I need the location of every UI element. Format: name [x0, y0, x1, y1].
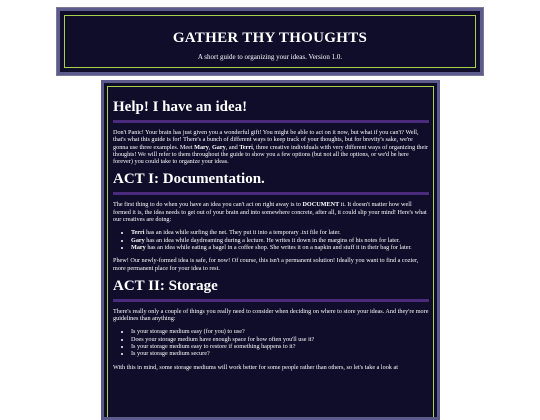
intro-text: Don't Panic! Your brain has just given you a wonderful gift! You might be able to act on it now, but what if you can't? Well, that's what this guide is for! There's a bunch of different ways to keep track of your thoughts, but for brevity's sake, we're gonna use three examples. Meet	[113, 129, 419, 151]
creatives-list	[113, 229, 429, 251]
list-item-name: Mary	[131, 243, 146, 251]
site-header-inner	[64, 15, 476, 68]
main-content-inner	[107, 86, 434, 417]
intro-separator: , and	[225, 143, 240, 151]
act2-closing-paragraph: With this in mind, some storage mediums will work better for some people rather than others, so let's take a look at	[113, 363, 398, 371]
section-divider	[113, 299, 429, 302]
act1-bold-word: DOCUMENT	[302, 201, 340, 209]
section-title-act1: ACT I: Documentation.	[113, 171, 265, 188]
site-title: GATHER THY THOUGHTS	[172, 30, 368, 46]
list-item-text: has an idea while surfing the net. They put it into a temporary .txt file for later.	[144, 229, 341, 237]
section-divider	[113, 192, 429, 195]
intro-text-end: , three creative individuals with very different ways of organizing their thoughts! We will refer to them throughout the guide to show you a few options (but not all the options, or we'd be here forever) you could take to organize your ideas.	[113, 143, 429, 166]
main-content	[101, 80, 440, 420]
act1-text-end: it. It doesn't matter how well formed it is, the idea needs to get out of your brain and into somewhere concrete, after all, it could slip your mind! Here's what our creatives are doing:	[113, 201, 427, 224]
section-title-intro: Help! I have an idea!	[113, 99, 248, 115]
act1-paragraph	[113, 201, 429, 223]
list-item	[131, 237, 429, 244]
section-title-act2: ACT II: Storage	[113, 277, 218, 294]
list-item-text: has an idea while eating a bagel in a coffee shop. She writes it on a napkin and stuff it in their bag for later.	[145, 243, 412, 251]
list-item: • Is your storage medium secure?	[131, 350, 429, 357]
act1-closing-paragraph: Phew! Our newly-formed idea is safe, for now! Of course, this isn't a permanent solution! Ideally you want to find a cozier, more permanent place for your idea to rest.	[113, 257, 419, 272]
list-item-name: Gary	[131, 236, 145, 244]
name-mary: Mary	[194, 143, 209, 151]
list-item-name: Terri	[131, 229, 145, 237]
list-item	[131, 229, 429, 236]
list-item: • Is your storage medium easy (for you) to use?	[131, 328, 429, 335]
list-item	[131, 244, 429, 251]
name-terri: Terri	[239, 143, 253, 151]
name-gary: Gary	[211, 143, 226, 151]
section-divider	[113, 120, 429, 123]
intro-paragraph	[113, 129, 429, 165]
act2-paragraph: There's really only a couple of things you really need to consider when deciding on where to store your ideas. And they're more guidelines than anything:	[113, 307, 429, 323]
act1-text: The first thing to do when you have an idea you can't act on right away is to	[113, 201, 303, 209]
site-header	[57, 8, 483, 75]
intro-separator: ,	[208, 143, 212, 151]
list-item: • Does your storage medium have enough space for how often you'll use it?	[131, 336, 429, 343]
list-item-text: has an idea while daydreaming during a lecture. He writes it down in the margins of his notes for later.	[144, 236, 400, 244]
site-subtitle: A short guide to organizing your ideas. Version 1.0.	[197, 53, 343, 61]
list-item: • Is your storage medium easy to restore if something happens to it?	[131, 343, 429, 350]
storage-questions-list	[113, 328, 429, 357]
